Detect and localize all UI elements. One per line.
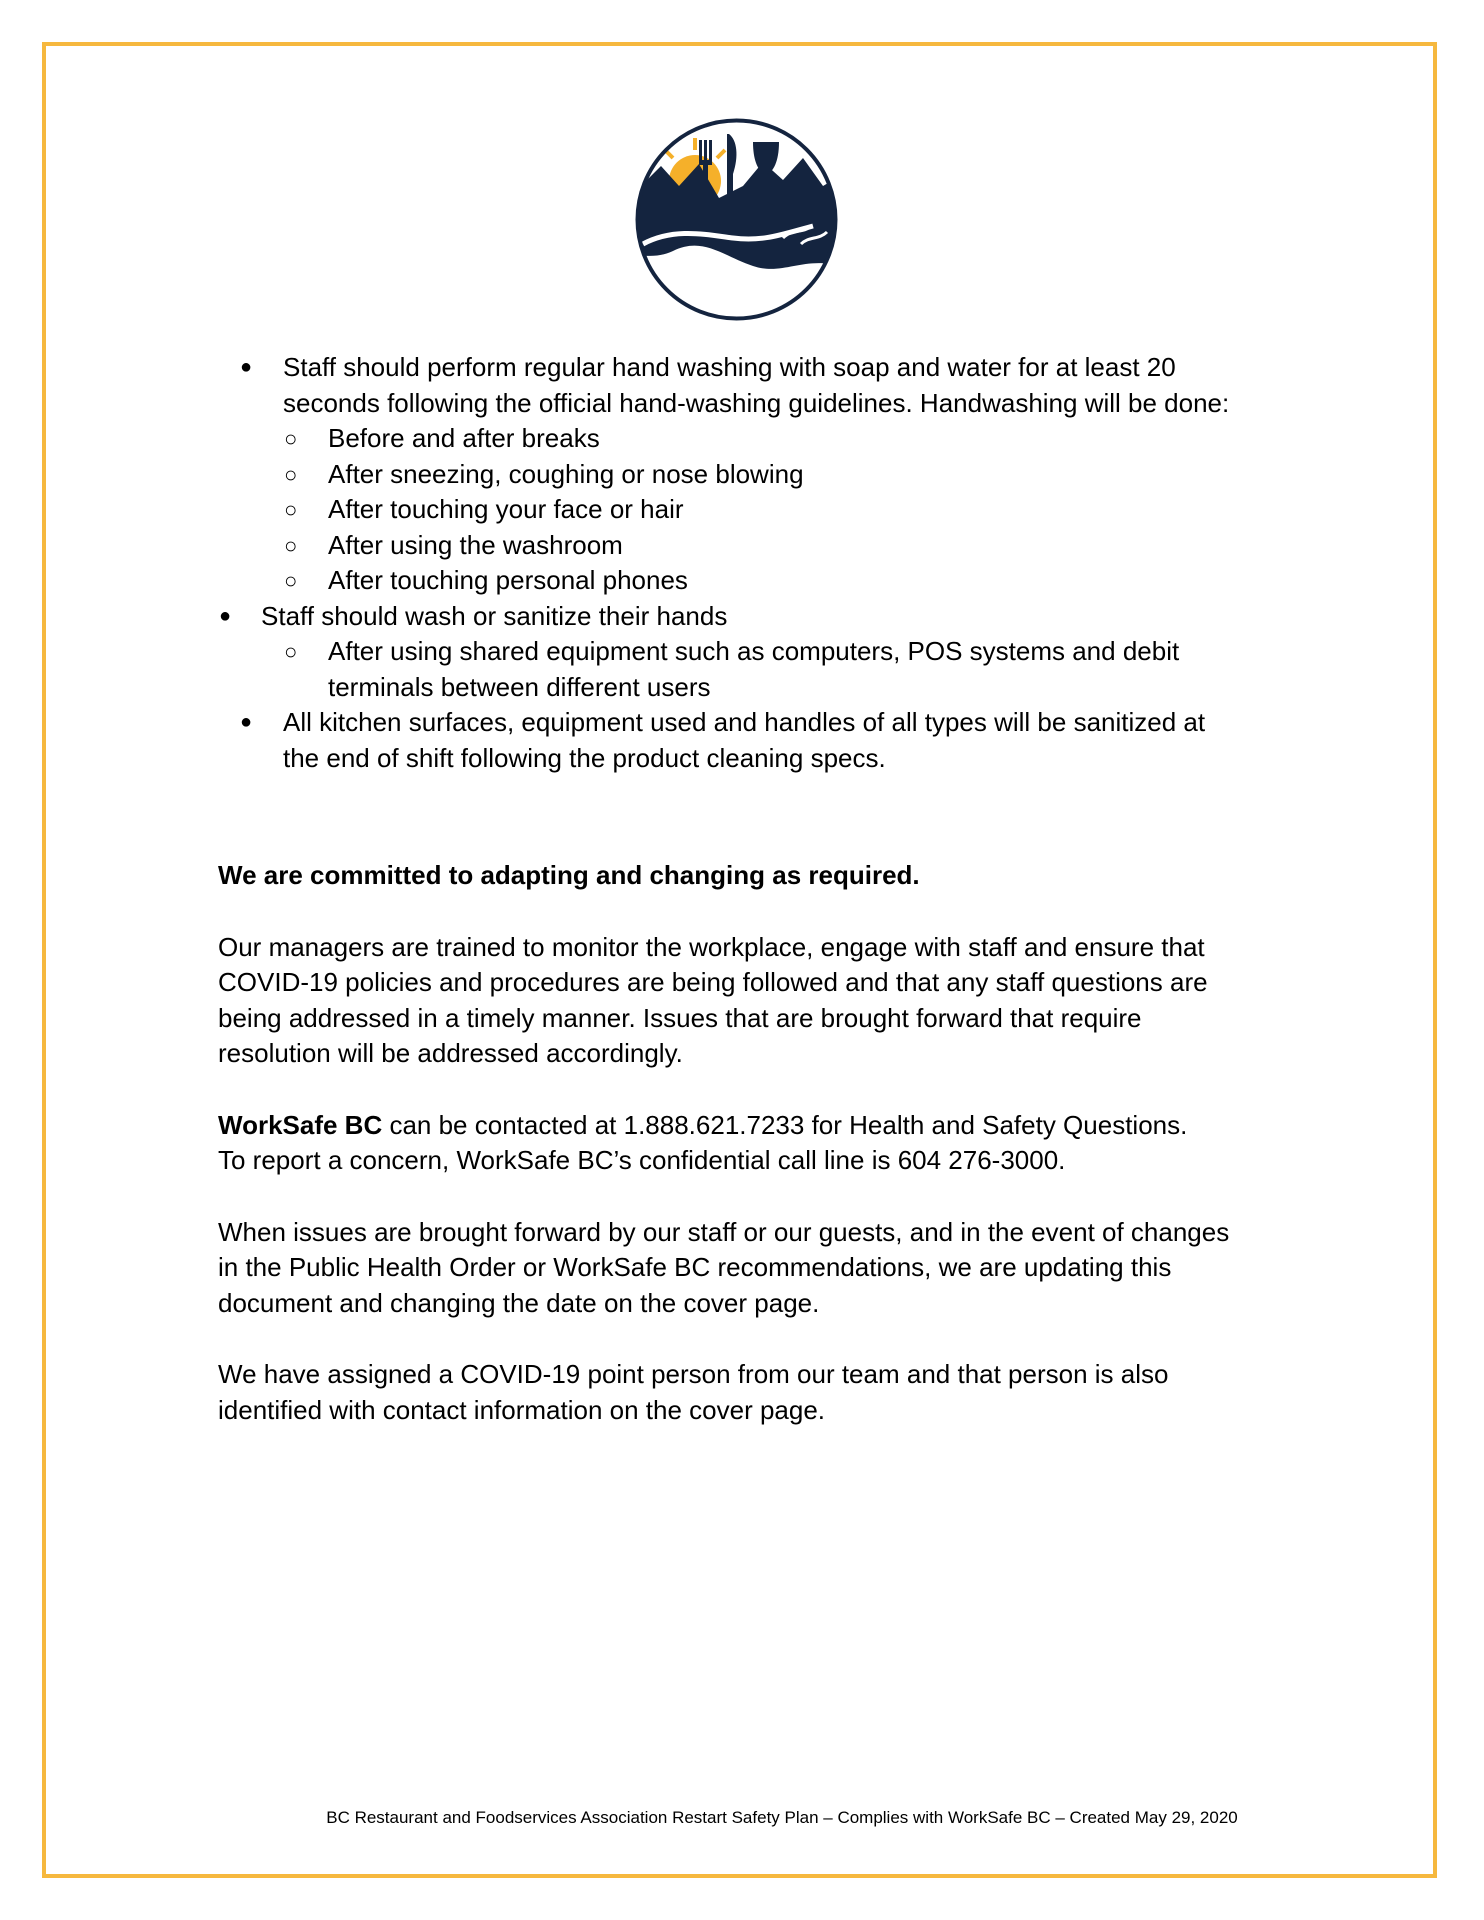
sub-list-item-text: After using shared equipment such as computers, POS systems and debit [328,636,1180,666]
restaurant-logo-icon [633,116,840,323]
page-footer: BC Restaurant and Foodservices Association Restart Safety Plan – Complies with WorkSafe BC – Created May 29, 2020 [326,1808,1238,1827]
paragraph-line: When issues are brought forward by our staff or our guests, and in the event of changes [218,1216,1230,1247]
paragraph-line: in the Public Health Order or WorkSafe BC recommendations, we are updating this [218,1252,1172,1282]
sub-list-item [218,457,1288,493]
bullet-circle-icon: ○ [284,426,298,451]
paragraph-line: document and changing the date on the cover page. [218,1287,820,1318]
sub-list-item-text: After sneezing, coughing or nose blowing [328,458,804,489]
list-item-text: Staff should wash or sanitize their hands [261,600,728,631]
sub-list-item-text: After using the washroom [328,529,623,560]
sub-list-item-text: Before and after breaks [328,423,600,453]
sub-list-item [218,528,1288,564]
paragraph-line: We have assigned a COVID-19 point person from our team and that person is also [218,1359,1169,1389]
sub-list-item [218,421,1288,457]
list-item-text: seconds following the official hand-washing guidelines. Handwashing will be done: [283,387,1230,418]
list-item [218,705,1288,776]
issues-paragraph [218,1215,1288,1322]
list-item-text: All kitchen surfaces, equipment used and handles of all types will be sanitized at [283,707,1206,737]
worksafe-paragraph [218,1108,1288,1179]
bullet-circle-icon: ○ [284,461,298,487]
sub-list-item [218,634,1288,705]
bullet-circle-icon: ○ [284,639,298,664]
list-item-text: Staff should perform regular hand washing with soap and water for at least 20 [283,352,1176,382]
sub-list-item-text: After touching your face or hair [328,494,684,524]
list-item-text: the end of shift following the product cleaning specs. [283,742,886,773]
worksafe-contact-text: can be contacted at 1.888.621.7233 for Health and Safety Questions. [382,1109,1188,1140]
sub-list-item-text: terminals between different users [328,671,711,702]
paragraph-line: being addressed in a timely manner. Issues that are brought forward that require [218,1002,1142,1033]
worksafe-name: WorkSafe BC [218,1109,383,1140]
bullet-dot-icon: ● [240,356,253,378]
committed-heading: We are committed to adapting and changing as required. [218,860,920,890]
paragraph-line: COVID-19 policies and procedures are being followed and that any staff questions are [218,967,1208,997]
point-person-paragraph [218,1357,1288,1428]
paragraph-line: Our managers are trained to monitor the workplace, engage with staff and ensure that [218,931,1205,962]
bullet-circle-icon: ○ [284,532,298,558]
sub-list-item [218,563,1288,599]
bullet-dot-icon: ● [240,711,253,733]
paragraph-line: To report a concern, WorkSafe BC’s confidential call line is 604 276-3000. [218,1145,1066,1175]
list-item [218,350,1288,421]
document-body [218,350,1288,1428]
bullet-circle-icon: ○ [284,497,298,522]
bullet-circle-icon: ○ [284,568,298,593]
list-item [218,599,1288,635]
managers-paragraph [218,930,1288,1072]
sub-list-item [218,492,1288,528]
paragraph-line: resolution will be addressed accordingly. [218,1038,683,1068]
bullet-dot-icon: ● [219,604,232,627]
paragraph-line [218,1108,1288,1144]
sub-list-item-text: After touching personal phones [328,565,688,595]
paragraph-line: identified with contact information on the cover page. [218,1394,826,1425]
